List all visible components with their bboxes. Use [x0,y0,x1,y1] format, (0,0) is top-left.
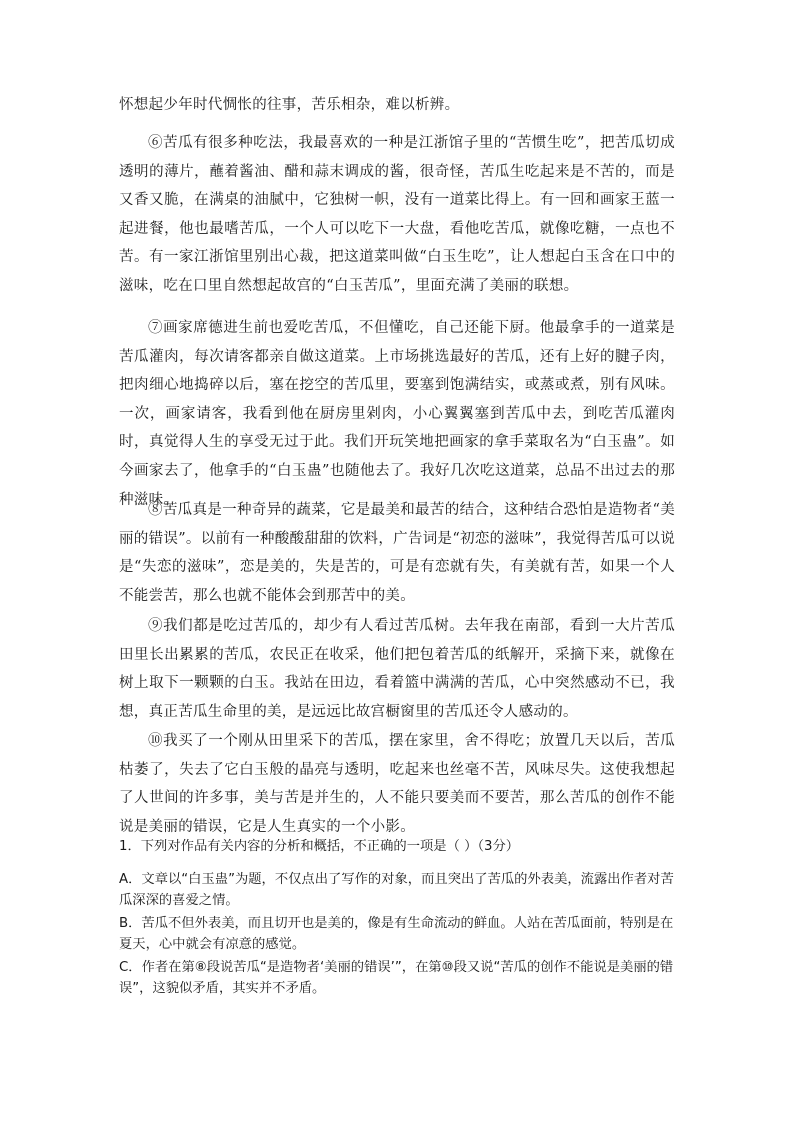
paragraph-7: ⑦画家席德进生前也爱吃苦瓜，不但懂吃，自己还能下厨。他最拿手的一道菜是苦瓜灌肉，每次请客都亲自做这道菜。上市场挑选最好的苦瓜，还有上好的腱子肉，把肉细心地捣碎以后，塞在挖空的苦瓜里，要塞到饱满结实，或蒸或煮，别有风味。一次，画家请客，我看到他在厨房里剁肉，小心翼翼塞到苦瓜中去，到吃苦瓜灌肉时，真觉得人生的享受无过于此。我们开玩笑地把画家的拿手菜取名为“白玉蛊”。如今画家去了，他拿手的“白玉蛊”也随他去了。我好几次吃这道菜，总品不出过去的那种滋味。 [119,320,675,508]
paragraph-10: ⑩我买了一个刚从田里采下的苦瓜，摆在家里，舍不得吃；放置几天以后，苦瓜枯萎了，失去了它白玉般的晶亮与透明，吃起来也丝毫不苦，风味尽失。这使我想起了人世间的许多事，美与苦是并生的，人不能只要美而不要苦，那么苦瓜的创作不能说是美丽的错误，它是人生真实的一个小影。 [119,733,675,835]
option-a: A．文章以“白玉蛊”为题，不仅点出了写作的对象，而且突出了苦瓜的外表美，流露出作者对苦瓜深深的喜爱之情。 [119,872,674,908]
option-b: B．苦瓜不但外表美，而且切开也是美的，像是有生命流动的鲜血。人站在苦瓜面前，特别是在夏天，心中就会有凉意的感觉。 [119,916,674,952]
paragraph-8: ⑧苦瓜真是一种奇异的蔬菜，它是最美和最苦的结合，这种结合恐怕是造物者“美丽的错误”。以前有一种酸酸甜甜的饮料，广告词是“初恋的滋味”，我觉得苦瓜可以说是“失恋的滋味”，恋是美的，失是苦的，可是有恋就有失，有美就有苦，如果一个人不能尝苦，那么也就不能体会到那苦中的美。 [119,502,675,604]
option-c: C．作者在第⑧段说苦瓜“是造物者‘美丽的错误’”，在第⑩段又说“苦瓜的创作不能说是美丽的错误”，这貌似矛盾，其实并不矛盾。 [119,960,674,996]
paragraph-lead: 怀想起少年时代惆怅的往事，苦乐相杂，难以析辨。 [119,97,460,113]
paragraph-9: ⑨我们都是吃过苦瓜的，却少有人看过苦瓜树。去年我在南部，看到一大片苦瓜田里长出累累的苦瓜，农民正在收采，他们把包着苦瓜的纸解开，采摘下来，就像在树上取下一颗颗的白玉。我站在田边，看着篮中满满的苦瓜，心中突然感动不已，我想，真正苦瓜生命里的美，是远远比故宫橱窗里的苦瓜还令人感动的。 [119,618,675,720]
question-stem: 1．下列对作品有关内容的分析和概括，不正确的一项是（ ）（3分） [119,839,520,854]
paragraph-6: ⑥苦瓜有很多种吃法，我最喜欢的一种是江浙馆子里的“苦惯生吃”，把苦瓜切成透明的薄片，蘸着酱油、醋和蒜末调成的酱，很奇怪，苦瓜生吃起来是不苦的，而是又香又脆，在满桌的油腻中，它独树一帜，没有一道菜比得上。有一回和画家王蓝一起进餐，他也最嗜苦瓜，一个人可以吃下一大盘，看他吃苦瓜，就像吃糖，一点也不苦。有一家江浙馆里别出心裁，把这道菜叫做“白玉生吃”，让人想起白玉含在口中的滋味，吃在口里自然想起故宫的“白玉苦瓜”，里面充满了美丽的联想。 [119,135,675,294]
